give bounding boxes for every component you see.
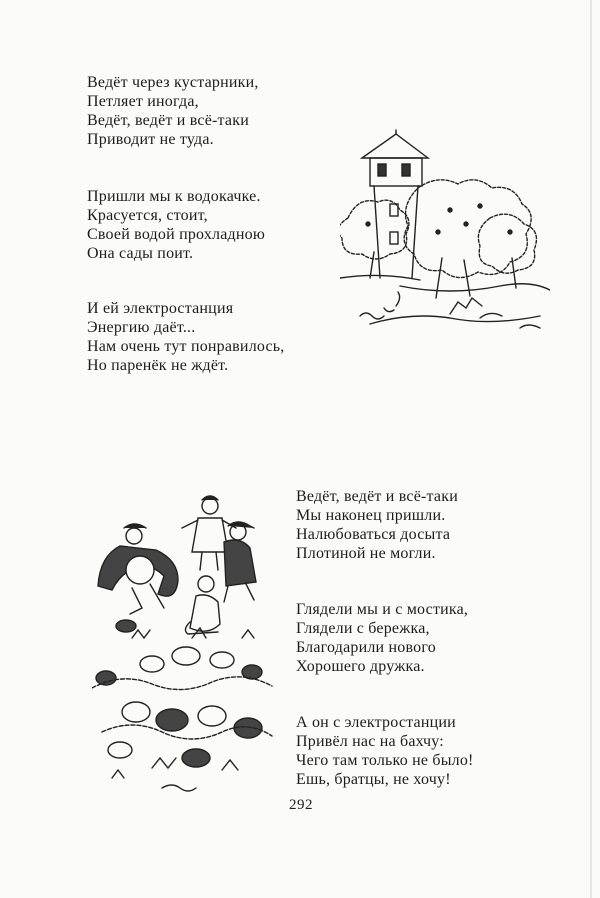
stanza-4 bbox=[296, 487, 458, 563]
verse-line: Глядели с бережка, bbox=[296, 620, 430, 637]
verse-line: Но паренёк не ждёт. bbox=[87, 357, 229, 374]
verse-line: Ведёт, ведёт и всё-таки bbox=[87, 112, 249, 129]
children-and-melons-illustration bbox=[92, 488, 282, 792]
stanza-3 bbox=[87, 299, 284, 375]
verse-line: Энергию даёт... bbox=[87, 319, 196, 336]
verse-line: Приводит не туда. bbox=[87, 131, 214, 148]
verse-line: Красуется, стоит, bbox=[87, 207, 208, 224]
verse-line: Ведёт, ведёт и всё-таки bbox=[296, 488, 458, 505]
water-tower-illustration bbox=[340, 128, 550, 340]
stanza-6 bbox=[296, 713, 474, 789]
verse-line: Пришли мы к водокачке. bbox=[87, 188, 261, 205]
page-number: 292 bbox=[289, 797, 313, 813]
stanza-2 bbox=[87, 187, 265, 263]
verse-line: Нам очень тут понравилось, bbox=[87, 338, 285, 355]
verse-line: Благодарили нового bbox=[296, 639, 436, 656]
verse-line: И ей электростанция bbox=[87, 300, 234, 317]
stanza-1 bbox=[87, 73, 259, 149]
verse-line: Ешь, братцы, не хочу! bbox=[296, 771, 451, 788]
verse-line: Плотиной не могли. bbox=[296, 545, 436, 562]
verse-line: А он с электростанции bbox=[296, 714, 456, 731]
stanza-5 bbox=[296, 600, 468, 676]
verse-line: Чего там только не было! bbox=[296, 752, 474, 769]
page-edge-shadow bbox=[590, 0, 592, 898]
verse-line: Петляет иногда, bbox=[87, 93, 199, 110]
verse-line: Мы наконец пришли. bbox=[296, 507, 446, 524]
verse-line: Она сады поит. bbox=[87, 245, 194, 262]
verse-line: Своей водой прохладною bbox=[87, 226, 265, 243]
verse-line: Хорошего дружка. bbox=[296, 658, 425, 675]
verse-line: Налюбоваться досыта bbox=[296, 526, 451, 543]
verse-line: Глядели мы и с мостика, bbox=[296, 601, 469, 618]
verse-line: Привёл нас на бахчу: bbox=[296, 733, 444, 750]
verse-line: Ведёт через кустарники, bbox=[87, 74, 259, 91]
